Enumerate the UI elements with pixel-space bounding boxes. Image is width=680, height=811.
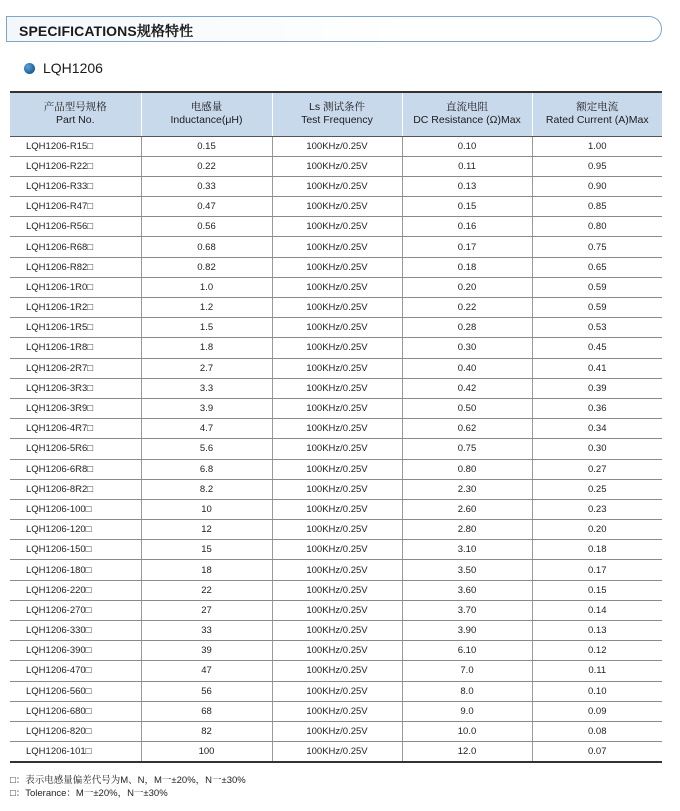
dc-resistance-cell: 3.60 (402, 580, 532, 600)
table-row (10, 621, 662, 641)
test-frequency-cell: 100KHz/0.25V (272, 560, 402, 580)
series-heading (24, 60, 103, 76)
test-frequency-cell: 100KHz/0.25V (272, 378, 402, 398)
test-frequency-cell: 100KHz/0.25V (272, 681, 402, 701)
test-frequency-cell: 100KHz/0.25V (272, 520, 402, 540)
table-row (10, 176, 662, 196)
test-frequency-cell: 100KHz/0.25V (272, 298, 402, 318)
table-row (10, 398, 662, 418)
inductance-cell: 47 (141, 661, 272, 681)
dc-resistance-cell: 0.80 (402, 459, 532, 479)
test-frequency-cell: 100KHz/0.25V (272, 217, 402, 237)
dc-resistance-cell: 0.18 (402, 257, 532, 277)
table-row (10, 136, 662, 156)
dc-resistance-cell: 0.11 (402, 156, 532, 176)
table-row (10, 217, 662, 237)
test-frequency-cell: 100KHz/0.25V (272, 439, 402, 459)
part-no-cell: LQH1206-R15□ (10, 136, 141, 156)
dc-resistance-cell: 2.30 (402, 479, 532, 499)
inductance-cell: 12 (141, 520, 272, 540)
dc-resistance-cell: 0.15 (402, 197, 532, 217)
test-frequency-cell: 100KHz/0.25V (272, 641, 402, 661)
dc-resistance-cell: 2.80 (402, 520, 532, 540)
part-no-cell: LQH1206-4R7□ (10, 419, 141, 439)
rated-current-cell: 0.27 (532, 459, 662, 479)
test-frequency-cell: 100KHz/0.25V (272, 237, 402, 257)
part-no-cell: LQH1206-680□ (10, 701, 141, 721)
table-row (10, 600, 662, 620)
dc-resistance-cell: 8.0 (402, 681, 532, 701)
col-header-test-frequency: Ls 测试条件 Test Frequency (272, 92, 402, 136)
rated-current-cell: 0.75 (532, 237, 662, 257)
dc-resistance-cell: 0.17 (402, 237, 532, 257)
test-frequency-cell: 100KHz/0.25V (272, 257, 402, 277)
col-header-dc-resistance: 直流电阻 DC Resistance (Ω)Max (402, 92, 532, 136)
part-no-cell: LQH1206-R82□ (10, 257, 141, 277)
rated-current-cell: 0.13 (532, 621, 662, 641)
inductance-cell: 33 (141, 621, 272, 641)
inductance-cell: 18 (141, 560, 272, 580)
test-frequency-cell: 100KHz/0.25V (272, 398, 402, 418)
test-frequency-cell: 100KHz/0.25V (272, 136, 402, 156)
part-no-cell: LQH1206-101□ (10, 742, 141, 762)
part-no-cell: LQH1206-3R3□ (10, 378, 141, 398)
part-no-cell: LQH1206-1R8□ (10, 338, 141, 358)
inductance-cell: 1.0 (141, 277, 272, 297)
rated-current-cell: 0.11 (532, 661, 662, 681)
footnote-en: □：Tolerance：M一±20%，N一±30% (10, 788, 168, 799)
part-no-cell: LQH1206-100□ (10, 499, 141, 519)
rated-current-cell: 0.17 (532, 560, 662, 580)
table-row (10, 197, 662, 217)
table-row (10, 661, 662, 681)
dc-resistance-cell: 0.42 (402, 378, 532, 398)
table-row (10, 499, 662, 519)
dc-resistance-cell: 0.22 (402, 298, 532, 318)
table-row (10, 459, 662, 479)
inductance-cell: 27 (141, 600, 272, 620)
rated-current-cell: 0.20 (532, 520, 662, 540)
inductance-cell: 5.6 (141, 439, 272, 459)
table-row (10, 257, 662, 277)
dc-resistance-cell: 3.10 (402, 540, 532, 560)
part-no-cell: LQH1206-1R2□ (10, 298, 141, 318)
test-frequency-cell: 100KHz/0.25V (272, 600, 402, 620)
rated-current-cell: 0.41 (532, 358, 662, 378)
inductance-cell: 8.2 (141, 479, 272, 499)
rated-current-cell: 0.23 (532, 499, 662, 519)
rated-current-cell: 0.10 (532, 681, 662, 701)
rated-current-cell: 0.14 (532, 600, 662, 620)
table-row (10, 701, 662, 721)
inductance-cell: 82 (141, 721, 272, 741)
part-no-cell: LQH1206-3R9□ (10, 398, 141, 418)
table-row (10, 721, 662, 741)
test-frequency-cell: 100KHz/0.25V (272, 742, 402, 762)
table-row (10, 338, 662, 358)
test-frequency-cell: 100KHz/0.25V (272, 721, 402, 741)
dc-resistance-cell: 3.70 (402, 600, 532, 620)
test-frequency-cell: 100KHz/0.25V (272, 338, 402, 358)
dc-resistance-cell: 0.13 (402, 176, 532, 196)
dc-resistance-cell: 0.28 (402, 318, 532, 338)
dc-resistance-cell: 0.50 (402, 398, 532, 418)
dc-resistance-cell: 0.40 (402, 358, 532, 378)
rated-current-cell: 0.59 (532, 277, 662, 297)
table-row (10, 580, 662, 600)
dc-resistance-cell: 12.0 (402, 742, 532, 762)
part-no-cell: LQH1206-270□ (10, 600, 141, 620)
test-frequency-cell: 100KHz/0.25V (272, 661, 402, 681)
inductance-cell: 3.3 (141, 378, 272, 398)
spec-table (10, 91, 662, 763)
part-no-cell: LQH1206-R68□ (10, 237, 141, 257)
table-row (10, 560, 662, 580)
part-no-cell: LQH1206-120□ (10, 520, 141, 540)
table-row (10, 641, 662, 661)
table-row (10, 419, 662, 439)
rated-current-cell: 0.30 (532, 439, 662, 459)
inductance-cell: 0.56 (141, 217, 272, 237)
part-no-cell: LQH1206-R33□ (10, 176, 141, 196)
rated-current-cell: 0.09 (532, 701, 662, 721)
inductance-cell: 100 (141, 742, 272, 762)
inductance-cell: 0.22 (141, 156, 272, 176)
test-frequency-cell: 100KHz/0.25V (272, 459, 402, 479)
rated-current-cell: 0.90 (532, 176, 662, 196)
dc-resistance-cell: 9.0 (402, 701, 532, 721)
test-frequency-cell: 100KHz/0.25V (272, 419, 402, 439)
part-no-cell: LQH1206-R47□ (10, 197, 141, 217)
inductance-cell: 15 (141, 540, 272, 560)
section-title: SPECIFICATIONS规格特性 (19, 23, 194, 39)
bullet-dot-icon (24, 63, 35, 74)
inductance-cell: 0.33 (141, 176, 272, 196)
inductance-cell: 0.68 (141, 237, 272, 257)
table-row (10, 358, 662, 378)
dc-resistance-cell: 0.62 (402, 419, 532, 439)
test-frequency-cell: 100KHz/0.25V (272, 701, 402, 721)
part-no-cell: LQH1206-560□ (10, 681, 141, 701)
table-row (10, 439, 662, 459)
part-no-cell: LQH1206-820□ (10, 721, 141, 741)
test-frequency-cell: 100KHz/0.25V (272, 621, 402, 641)
test-frequency-cell: 100KHz/0.25V (272, 197, 402, 217)
table-row (10, 681, 662, 701)
footnote-zh: □：表示电感量偏差代号为M、N，M一±20%，N一±30% (10, 775, 246, 786)
part-no-cell: LQH1206-220□ (10, 580, 141, 600)
test-frequency-cell: 100KHz/0.25V (272, 277, 402, 297)
dc-resistance-cell: 2.60 (402, 499, 532, 519)
rated-current-cell: 0.36 (532, 398, 662, 418)
inductance-cell: 0.82 (141, 257, 272, 277)
dc-resistance-cell: 6.10 (402, 641, 532, 661)
part-no-cell: LQH1206-390□ (10, 641, 141, 661)
table-row (10, 540, 662, 560)
test-frequency-cell: 100KHz/0.25V (272, 479, 402, 499)
rated-current-cell: 0.80 (532, 217, 662, 237)
rated-current-cell: 0.15 (532, 580, 662, 600)
inductance-cell: 2.7 (141, 358, 272, 378)
part-no-cell: LQH1206-5R6□ (10, 439, 141, 459)
footnotes (10, 774, 246, 800)
rated-current-cell: 0.65 (532, 257, 662, 277)
rated-current-cell: 1.00 (532, 136, 662, 156)
rated-current-cell: 0.85 (532, 197, 662, 217)
test-frequency-cell: 100KHz/0.25V (272, 358, 402, 378)
col-header-inductance: 电感量 Inductance(μH) (141, 92, 272, 136)
inductance-cell: 56 (141, 681, 272, 701)
table-row (10, 237, 662, 257)
inductance-cell: 22 (141, 580, 272, 600)
inductance-cell: 39 (141, 641, 272, 661)
rated-current-cell: 0.39 (532, 378, 662, 398)
inductance-cell: 0.47 (141, 197, 272, 217)
table-row (10, 318, 662, 338)
dc-resistance-cell: 0.20 (402, 277, 532, 297)
table-row (10, 479, 662, 499)
inductance-cell: 3.9 (141, 398, 272, 418)
rated-current-cell: 0.95 (532, 156, 662, 176)
rated-current-cell: 0.53 (532, 318, 662, 338)
col-header-rated-current: 额定电流 Rated Current (A)Max (532, 92, 662, 136)
table-row (10, 156, 662, 176)
rated-current-cell: 0.59 (532, 298, 662, 318)
inductance-cell: 1.5 (141, 318, 272, 338)
rated-current-cell: 0.07 (532, 742, 662, 762)
rated-current-cell: 0.08 (532, 721, 662, 741)
part-no-cell: LQH1206-150□ (10, 540, 141, 560)
inductance-cell: 6.8 (141, 459, 272, 479)
dc-resistance-cell: 0.10 (402, 136, 532, 156)
test-frequency-cell: 100KHz/0.25V (272, 499, 402, 519)
table-row (10, 520, 662, 540)
table-header-row (10, 92, 662, 136)
dc-resistance-cell: 0.16 (402, 217, 532, 237)
dc-resistance-cell: 0.30 (402, 338, 532, 358)
col-header-part-no: 产品型号规格 Part No. (10, 92, 141, 136)
test-frequency-cell: 100KHz/0.25V (272, 580, 402, 600)
rated-current-cell: 0.12 (532, 641, 662, 661)
dc-resistance-cell: 0.75 (402, 439, 532, 459)
table-row (10, 378, 662, 398)
inductance-cell: 1.2 (141, 298, 272, 318)
dc-resistance-cell: 7.0 (402, 661, 532, 681)
inductance-cell: 10 (141, 499, 272, 519)
dc-resistance-cell: 3.50 (402, 560, 532, 580)
inductance-cell: 68 (141, 701, 272, 721)
rated-current-cell: 0.18 (532, 540, 662, 560)
part-no-cell: LQH1206-8R2□ (10, 479, 141, 499)
dc-resistance-cell: 10.0 (402, 721, 532, 741)
inductance-cell: 1.8 (141, 338, 272, 358)
part-no-cell: LQH1206-R56□ (10, 217, 141, 237)
rated-current-cell: 0.25 (532, 479, 662, 499)
section-header (6, 16, 662, 42)
part-no-cell: LQH1206-470□ (10, 661, 141, 681)
rated-current-cell: 0.45 (532, 338, 662, 358)
table-row (10, 298, 662, 318)
series-name: LQH1206 (43, 60, 103, 76)
test-frequency-cell: 100KHz/0.25V (272, 176, 402, 196)
dc-resistance-cell: 3.90 (402, 621, 532, 641)
test-frequency-cell: 100KHz/0.25V (272, 540, 402, 560)
rated-current-cell: 0.34 (532, 419, 662, 439)
part-no-cell: LQH1206-180□ (10, 560, 141, 580)
part-no-cell: LQH1206-1R5□ (10, 318, 141, 338)
part-no-cell: LQH1206-2R7□ (10, 358, 141, 378)
test-frequency-cell: 100KHz/0.25V (272, 156, 402, 176)
table-row (10, 277, 662, 297)
part-no-cell: LQH1206-330□ (10, 621, 141, 641)
part-no-cell: LQH1206-1R0□ (10, 277, 141, 297)
part-no-cell: LQH1206-6R8□ (10, 459, 141, 479)
inductance-cell: 4.7 (141, 419, 272, 439)
inductance-cell: 0.15 (141, 136, 272, 156)
table-row (10, 742, 662, 762)
test-frequency-cell: 100KHz/0.25V (272, 318, 402, 338)
part-no-cell: LQH1206-R22□ (10, 156, 141, 176)
